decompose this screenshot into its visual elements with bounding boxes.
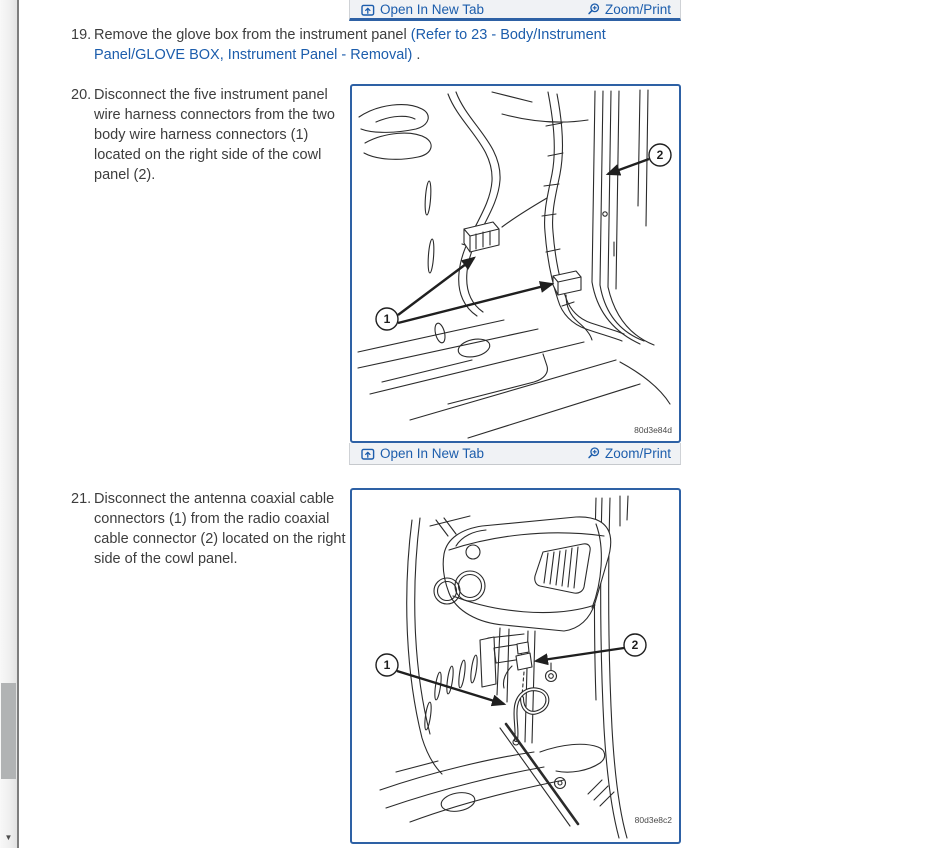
zoom-print-label: Zoom/Print bbox=[604, 1, 671, 17]
svg-text:1: 1 bbox=[383, 312, 391, 326]
cowl-line-art bbox=[358, 90, 670, 438]
figure-toolbar-top bbox=[349, 0, 681, 21]
figure-code: 80d3e8c2 bbox=[634, 815, 672, 825]
zoom-print-label: Zoom/Print bbox=[604, 446, 671, 461]
open-in-new-tab-link[interactable] bbox=[361, 446, 484, 461]
step-text bbox=[94, 25, 623, 65]
cowl-panel-diagram bbox=[352, 86, 679, 441]
svg-text:2: 2 bbox=[631, 638, 639, 652]
figure-code: 80d3e84d bbox=[634, 425, 672, 435]
step-21-text: Disconnect the antenna coaxial cable connectors (1) from the radio coaxial cable connector (2) located on the right side of the cowl panel. bbox=[94, 491, 346, 567]
chevron-down-icon: ▼ bbox=[4, 833, 13, 842]
pane-divider bbox=[17, 0, 19, 848]
step-19 bbox=[71, 25, 623, 65]
step-20-text: Disconnect the five instrument panel wire harness connectors from the two body wire harness connectors (1) located on the right side of the cowl panel (2). bbox=[94, 87, 335, 183]
callout-2 bbox=[649, 144, 671, 166]
step-number: 20. bbox=[71, 87, 92, 103]
svg-text:2: 2 bbox=[656, 148, 664, 162]
step-19-tail: . bbox=[412, 47, 421, 63]
instrument-panel-diagram bbox=[352, 490, 679, 842]
svg-text:1: 1 bbox=[383, 658, 391, 672]
callout-1 bbox=[376, 654, 398, 676]
step-19-text: Remove the glove box from the instrument panel bbox=[94, 27, 411, 43]
open-in-new-tab-label: Open In New Tab bbox=[380, 446, 485, 461]
magnifier-plus-icon bbox=[587, 3, 600, 16]
scrollbar-thumb[interactable] bbox=[1, 683, 16, 779]
callout-2 bbox=[624, 634, 646, 656]
figure-callouts bbox=[376, 144, 672, 435]
figure-antenna-coax bbox=[350, 488, 681, 844]
step-number: 19. bbox=[71, 27, 92, 43]
open-in-new-tab-icon bbox=[361, 3, 375, 16]
step-number: 21. bbox=[71, 491, 92, 507]
left-scrollbar[interactable] bbox=[0, 0, 17, 848]
figure-toolbar-1 bbox=[349, 443, 681, 465]
panel-line-art bbox=[380, 496, 628, 838]
open-in-new-tab-label: Open In New Tab bbox=[380, 1, 485, 17]
refer-to-link[interactable]: (Refer to 23 - Body/Instrument Panel/GLOVE BOX, Instrument Panel - Removal) bbox=[94, 27, 606, 63]
step-20 bbox=[71, 85, 352, 185]
magnifier-plus-icon bbox=[587, 447, 600, 460]
zoom-print-link[interactable] bbox=[587, 446, 671, 461]
scrollbar-down-button[interactable] bbox=[0, 827, 17, 848]
callout-1 bbox=[376, 308, 398, 330]
open-in-new-tab-link[interactable] bbox=[361, 2, 484, 17]
open-in-new-tab-icon bbox=[361, 447, 375, 460]
figure-cowl-connectors bbox=[350, 84, 681, 443]
zoom-print-link[interactable] bbox=[587, 2, 671, 17]
step-21 bbox=[71, 489, 352, 569]
